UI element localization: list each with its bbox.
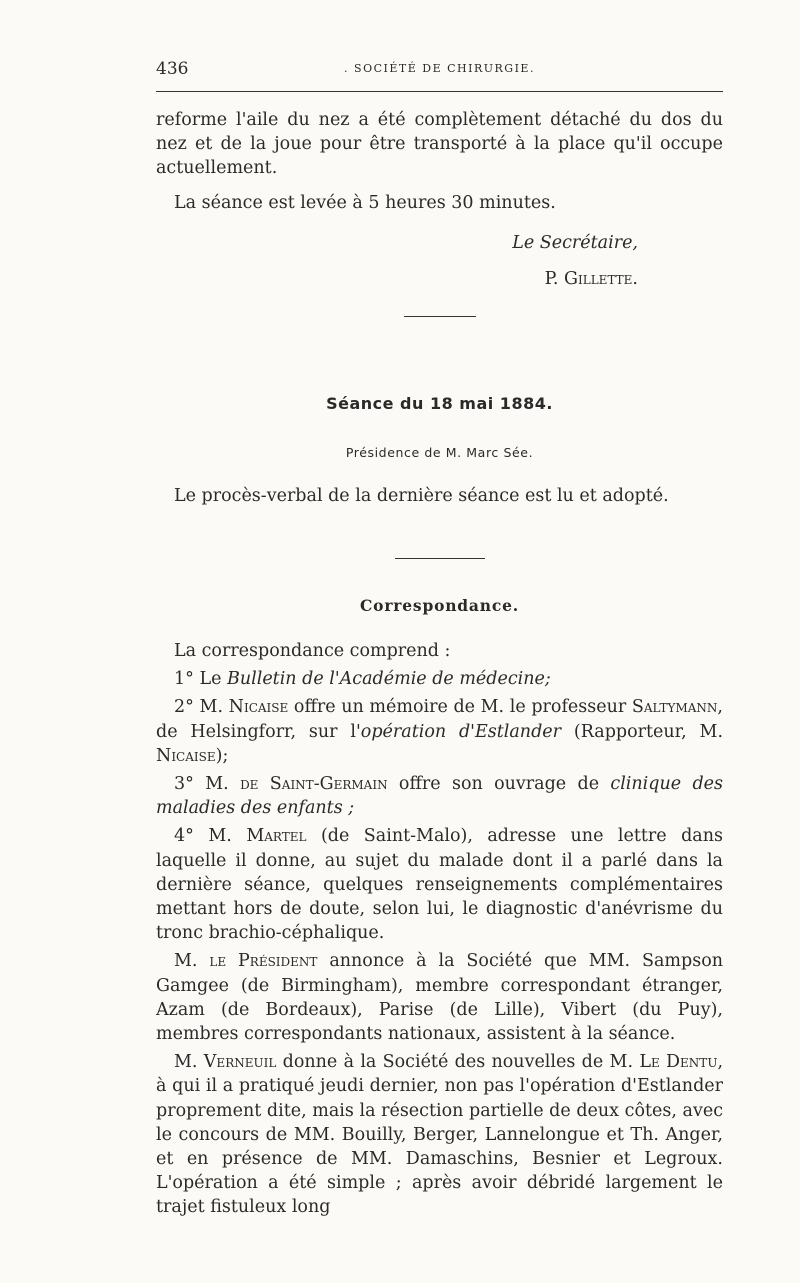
correspondance-title: Correspondance. xyxy=(360,596,519,615)
header-rule xyxy=(156,91,723,92)
continuation-paragraph: reforme l'aile du nez a été complètement détaché du dos du nez et de la joue pour être transporté à la place qu'il occupe actuellement. xyxy=(156,110,723,179)
running-head: . SOCIÉTÉ DE CHIRURGIE. xyxy=(344,62,535,75)
verneuil-paragraph: M. Verneuil donne à la Société des nouvelles de M. Le Dentu, à qui il a pratiqué jeudi dernier, non pas l'opération d'Estlander proprement dite, mais la résection partielle de deux côtes, avec le concours de MM. Bouilly, Berger, Lannelongue et Th. Anger, et en présence de MM. Damaschins, Besnier et Legroux. L'opération a été simple ; après avoir débridé largement le trajet fistuleux long xyxy=(156,1052,724,1218)
signature-role: Le Secrétaire, xyxy=(512,232,638,253)
signature-name: P. Gillette. xyxy=(544,268,638,289)
correspondance-intro: La correspondance comprend : xyxy=(174,641,451,661)
session-title: Séance du 18 mai 1884. xyxy=(326,394,553,413)
closing-paragraph: La séance est levée à 5 heures 30 minutes. xyxy=(174,192,556,213)
item-3: 3° M. de Saint-Germain offre son ouvrage de clinique des maladies des enfants ; xyxy=(156,774,723,819)
signature-block xyxy=(156,225,638,297)
correspondance-section xyxy=(156,596,723,1220)
divider-2-wrap xyxy=(156,558,723,559)
top-section xyxy=(156,108,723,297)
presidence-line: Présidence de M. Marc Sée. xyxy=(345,445,534,460)
page-number: 436 xyxy=(156,59,189,79)
session-section xyxy=(156,394,723,508)
item-4: 4° M. Martel (de Saint-Malo), adresse une lettre dans laquelle il donne, au sujet du malade dont il a parlé dans la dernière séance, quelques renseignements complémentaires mettant hors de doute, selon lui, le diagnostic d'anévrisme du tronc brachio-céphalique. xyxy=(156,826,723,944)
item-1: 1° Le Bulletin de l'Académie de médecine; xyxy=(174,669,551,690)
item-2: 2° M. Nicaise offre un mémoire de M. le professeur Saltymann, de Helsingforr, sur l'opération d'Estlander (Rapporteur, M. Nicaise); xyxy=(156,697,724,766)
divider-rule xyxy=(395,558,485,559)
proces-verbal: Le procès-verbal de la dernière séance est lu et adopté. xyxy=(174,486,669,506)
divider-1-wrap xyxy=(156,316,723,317)
page-header xyxy=(156,52,723,92)
president-announcement: M. le Président annonce à la Société que MM. Sampson Gamgee (de Birmingham), membre correspondant étranger, Azam (de Bordeaux), Parise (de Lille), Vibert (du Puy), membres correspondants nationaux, assistent à la séance. xyxy=(156,951,724,1045)
divider-rule xyxy=(404,316,476,317)
